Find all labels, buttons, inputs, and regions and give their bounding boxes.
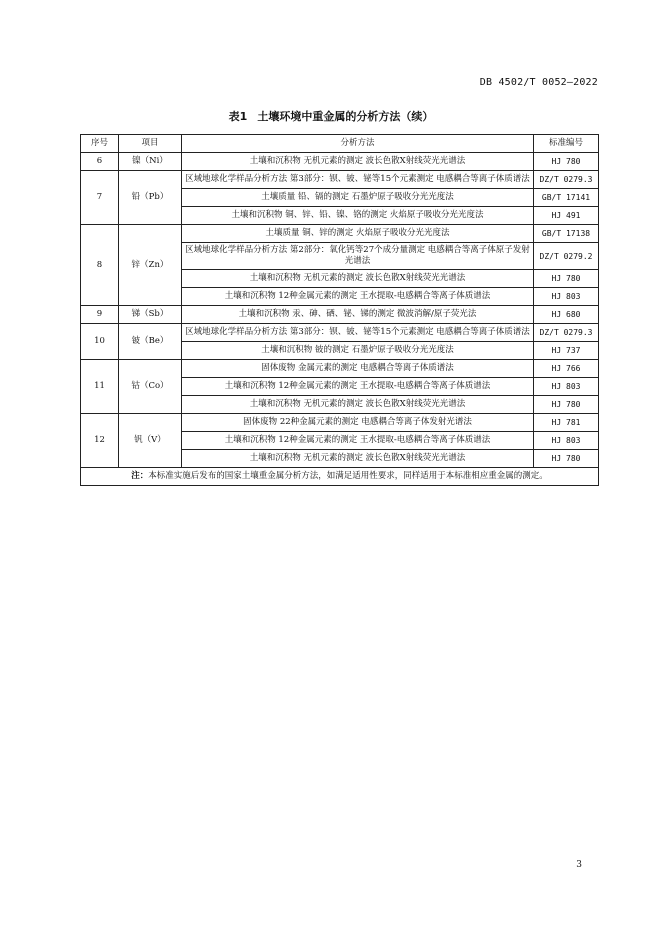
cell-item: 铅（Pb）: [119, 171, 182, 225]
table-note: [81, 468, 599, 486]
cell-code: HJ 803: [534, 432, 599, 450]
cell-code: DZ/T 0279.3: [534, 324, 599, 342]
cell-no: 9: [81, 306, 119, 324]
table-header-row: [81, 135, 599, 153]
cell-method: 土壤和沉积物 无机元素的测定 波长色散X射线荧光光谱法: [182, 450, 534, 468]
cell-method: 土壤和沉积物 汞、砷、硒、铋、锑的测定 微波消解/原子荧光法: [182, 306, 534, 324]
column-header-method: 分析方法: [182, 135, 534, 153]
table-row: [81, 360, 599, 378]
table-row: [81, 171, 599, 189]
cell-method: 区域地球化学样品分析方法 第3部分：钡、铍、铋等15个元素测定 电感耦合等离子体质谱法: [182, 171, 534, 189]
cell-method: 土壤和沉积物 铜、锌、铅、镍、铬的测定 火焰原子吸收分光光度法: [182, 207, 534, 225]
standard-code: DB 4502/T 0052—2022: [479, 77, 598, 88]
cell-method: 土壤质量 铜、锌的测定 火焰原子吸收分光光度法: [182, 225, 534, 243]
cell-code: HJ 780: [534, 396, 599, 414]
cell-item: 钒（V）: [119, 414, 182, 468]
cell-code: GB/T 17138: [534, 225, 599, 243]
table-row: [81, 225, 599, 243]
cell-method: 土壤和沉积物 12种金属元素的测定 王水提取-电感耦合等离子体质谱法: [182, 378, 534, 396]
cell-method: 土壤和沉积物 无机元素的测定 波长色散X射线荧光光谱法: [182, 153, 534, 171]
cell-method: 固体废物 22种金属元素的测定 电感耦合等离子体发射光谱法: [182, 414, 534, 432]
cell-no: 6: [81, 153, 119, 171]
analysis-methods-table: [80, 134, 599, 486]
cell-item: 镍（Ni）: [119, 153, 182, 171]
cell-code: HJ 491: [534, 207, 599, 225]
cell-no: 8: [81, 225, 119, 306]
note-text: 本标准实施后发布的国家土壤重金属分析方法，如满足适用性要求，同样适用于本标准相应重金属的测定。: [148, 471, 548, 481]
cell-item: 铍（Be）: [119, 324, 182, 360]
cell-no: 10: [81, 324, 119, 360]
cell-method: 土壤和沉积物 12种金属元素的测定 王水提取-电感耦合等离子体质谱法: [182, 288, 534, 306]
table-note-row: [81, 468, 599, 486]
column-header-no: 序号: [81, 135, 119, 153]
cell-method: 区域地球化学样品分析方法 第2部分：氧化钙等27个成分量测定 电感耦合等离子体原子发射光谱法: [182, 243, 534, 270]
note-label: 注：: [131, 471, 149, 481]
cell-method: 固体废物 金属元素的测定 电感耦合等离子体质谱法: [182, 360, 534, 378]
cell-item: 锑（Sb）: [119, 306, 182, 324]
cell-code: HJ 781: [534, 414, 599, 432]
column-header-item: 项目: [119, 135, 182, 153]
cell-no: 7: [81, 171, 119, 225]
table-row: [81, 414, 599, 432]
table-row: [81, 153, 599, 171]
cell-item: 锌（Zn）: [119, 225, 182, 306]
cell-code: DZ/T 0279.2: [534, 243, 599, 270]
column-header-code: 标准编号: [534, 135, 599, 153]
page-number: 3: [576, 860, 582, 870]
table-row: [81, 306, 599, 324]
cell-code: DZ/T 0279.3: [534, 171, 599, 189]
table-caption-title: 土壤环境中重金属的分析方法（续）: [257, 110, 434, 123]
cell-code: HJ 803: [534, 288, 599, 306]
cell-code: HJ 780: [534, 270, 599, 288]
cell-method: 土壤和沉积物 无机元素的测定 波长色散X射线荧光光谱法: [182, 270, 534, 288]
cell-item: 钴（Co）: [119, 360, 182, 414]
cell-method: 土壤质量 铅、镉的测定 石墨炉原子吸收分光光度法: [182, 189, 534, 207]
cell-no: 12: [81, 414, 119, 468]
cell-code: HJ 680: [534, 306, 599, 324]
cell-code: HJ 766: [534, 360, 599, 378]
cell-method: 土壤和沉积物 无机元素的测定 波长色散X射线荧光光谱法: [182, 396, 534, 414]
cell-code: HJ 780: [534, 450, 599, 468]
cell-code: HJ 737: [534, 342, 599, 360]
cell-code: GB/T 17141: [534, 189, 599, 207]
cell-method: 区域地球化学样品分析方法 第3部分：钡、铍、铋等15个元素测定 电感耦合等离子体质谱法: [182, 324, 534, 342]
table-caption: [0, 108, 662, 124]
cell-code: HJ 803: [534, 378, 599, 396]
table-row: [81, 324, 599, 342]
cell-code: HJ 780: [534, 153, 599, 171]
cell-no: 11: [81, 360, 119, 414]
table-body: [81, 153, 599, 468]
cell-method: 土壤和沉积物 铍的测定 石墨炉原子吸收分光光度法: [182, 342, 534, 360]
table-caption-number: 表1: [228, 110, 248, 123]
cell-method: 土壤和沉积物 12种金属元素的测定 王水提取-电感耦合等离子体质谱法: [182, 432, 534, 450]
